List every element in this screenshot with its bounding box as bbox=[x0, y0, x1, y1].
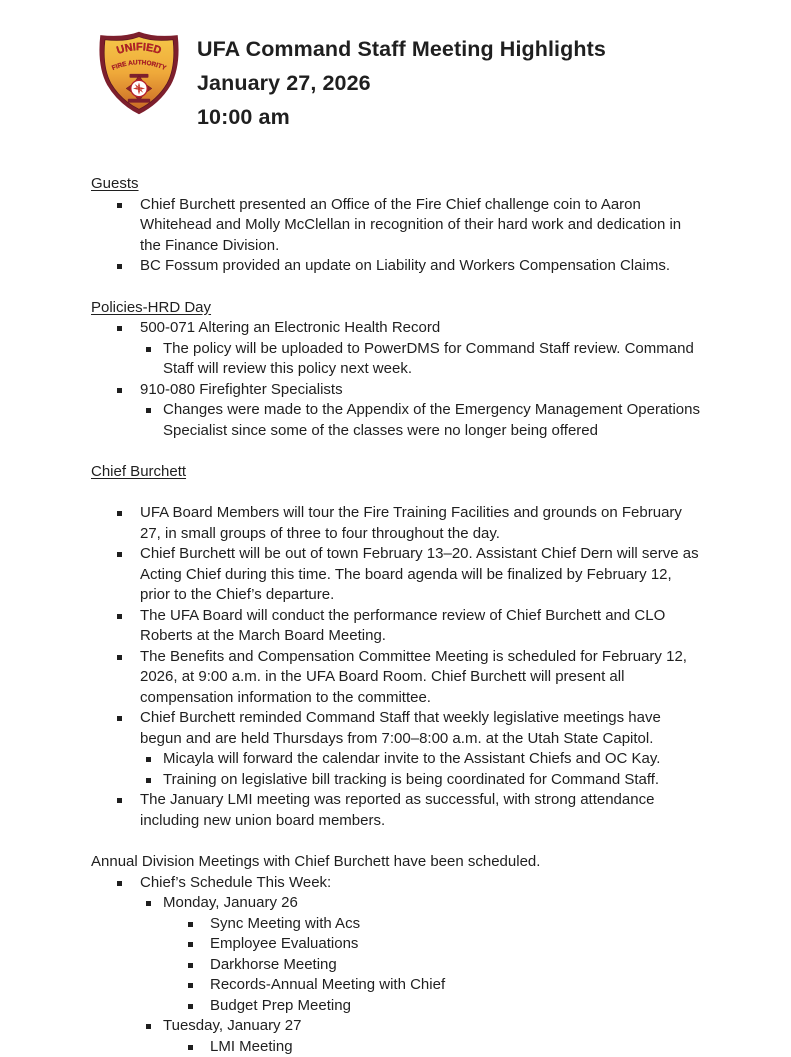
bullet-icon bbox=[117, 552, 122, 557]
section-chief-burchett bbox=[91, 462, 700, 831]
logo-lower-banner bbox=[128, 99, 150, 103]
bullet-icon bbox=[146, 778, 151, 783]
bullet-item bbox=[91, 934, 700, 955]
bullet-item bbox=[91, 955, 700, 976]
section-heading: Guests bbox=[91, 174, 700, 195]
section-annual-division-meetings bbox=[91, 852, 700, 1057]
document-header bbox=[91, 30, 700, 134]
section-paragraph: Annual Division Meetings with Chief Burchett have been scheduled. bbox=[91, 852, 700, 873]
bullet-item bbox=[91, 790, 700, 831]
bullet-item bbox=[91, 1037, 700, 1057]
bullet-text: The January LMI meeting was reported as successful, with strong attendance including new union board members. bbox=[140, 790, 700, 831]
bullet-icon bbox=[117, 511, 122, 516]
bullet-icon bbox=[117, 716, 122, 721]
bullet-item bbox=[91, 708, 700, 749]
bullet-text: The UFA Board will conduct the performance review of Chief Burchett and CLO Roberts at the March Board Meeting. bbox=[140, 606, 700, 647]
bullet-text: 500-071 Altering an Electronic Health Record bbox=[140, 318, 700, 339]
bullet-item bbox=[91, 380, 700, 401]
bullet-icon bbox=[188, 942, 193, 947]
bullet-item bbox=[91, 770, 700, 791]
bullet-text: Changes were made to the Appendix of the Emergency Management Operations Specialist since some of the classes were no longer being offered bbox=[163, 400, 700, 441]
bullet-item bbox=[91, 914, 700, 935]
bullet-text: Micayla will forward the calendar invite to the Assistant Chiefs and OC Kay. bbox=[163, 749, 700, 770]
bullet-item bbox=[91, 749, 700, 770]
bullet-icon bbox=[117, 798, 122, 803]
spacer bbox=[91, 483, 700, 504]
logo-text-fire-authority: FIRE AUTHORITY bbox=[111, 59, 168, 72]
document-date: January 27, 2026 bbox=[197, 66, 606, 100]
bullet-text: LMI Meeting bbox=[210, 1037, 700, 1057]
bullet-item bbox=[91, 256, 700, 277]
section-policies-hrd-day bbox=[91, 298, 700, 442]
bullet-icon bbox=[117, 388, 122, 393]
title-block bbox=[197, 30, 606, 134]
bullet-item bbox=[91, 606, 700, 647]
bullet-text: Employee Evaluations bbox=[210, 934, 700, 955]
bullet-item bbox=[91, 195, 700, 257]
bullet-item bbox=[91, 1016, 700, 1037]
bullet-item bbox=[91, 544, 700, 606]
bullet-icon bbox=[117, 881, 122, 886]
document-title: UFA Command Staff Meeting Highlights bbox=[197, 32, 606, 66]
bullet-text: Training on legislative bill tracking is being coordinated for Command Staff. bbox=[163, 770, 700, 791]
document-time: 10:00 am bbox=[197, 100, 606, 134]
bullet-text: Records-Annual Meeting with Chief bbox=[210, 975, 700, 996]
bullet-icon bbox=[188, 1045, 193, 1050]
bullet-text: Monday, January 26 bbox=[163, 893, 700, 914]
bullet-text: Darkhorse Meeting bbox=[210, 955, 700, 976]
bullet-item bbox=[91, 318, 700, 339]
bullet-icon bbox=[188, 922, 193, 927]
bullet-item bbox=[91, 873, 700, 894]
bullet-icon bbox=[146, 347, 151, 352]
bullet-icon bbox=[146, 1024, 151, 1029]
bullet-text: Sync Meeting with Acs bbox=[210, 914, 700, 935]
bullet-text: BC Fossum provided an update on Liability and Workers Compensation Claims. bbox=[140, 256, 700, 277]
ufa-logo bbox=[95, 30, 183, 116]
bullet-item bbox=[91, 339, 700, 380]
bullet-text: Chief Burchett presented an Office of the Fire Chief challenge coin to Aaron Whitehead and Molly McClellan in recognition of their hard work and dedication in the Finance Division. bbox=[140, 195, 700, 257]
bullet-text: 910-080 Firefighter Specialists bbox=[140, 380, 700, 401]
logo-text-unified: UNIFIED bbox=[115, 41, 163, 57]
bullet-text: Tuesday, January 27 bbox=[163, 1016, 700, 1037]
bullet-item bbox=[91, 503, 700, 544]
bullet-text: Budget Prep Meeting bbox=[210, 996, 700, 1017]
document-body bbox=[91, 174, 700, 1057]
bullet-text: The policy will be uploaded to PowerDMS for Command Staff review. Command Staff will review this policy next week. bbox=[163, 339, 700, 380]
bullet-icon bbox=[146, 757, 151, 762]
bullet-text: Chief’s Schedule This Week: bbox=[140, 873, 700, 894]
bullet-item bbox=[91, 996, 700, 1017]
bullet-icon bbox=[188, 963, 193, 968]
bullet-text: UFA Board Members will tour the Fire Training Facilities and grounds on February 27, in small groups of three to four throughout the day. bbox=[140, 503, 700, 544]
bullet-item bbox=[91, 893, 700, 914]
bullet-icon bbox=[146, 901, 151, 906]
bullet-icon bbox=[117, 614, 122, 619]
bullet-icon bbox=[117, 655, 122, 660]
bullet-icon bbox=[117, 326, 122, 331]
bullet-item bbox=[91, 647, 700, 709]
bullet-item bbox=[91, 400, 700, 441]
ufa-badge-icon bbox=[95, 30, 183, 116]
bullet-icon bbox=[146, 408, 151, 413]
bullet-item bbox=[91, 975, 700, 996]
bullet-icon bbox=[117, 264, 122, 269]
section-heading: Chief Burchett bbox=[91, 462, 700, 483]
section-guests bbox=[91, 174, 700, 277]
bullet-icon bbox=[188, 983, 193, 988]
bullet-text: Chief Burchett reminded Command Staff that weekly legislative meetings have begun and are held Thursdays from 7:00–8:00 a.m. at the Utah State Capitol. bbox=[140, 708, 700, 749]
bullet-icon bbox=[117, 203, 122, 208]
section-heading: Policies-HRD Day bbox=[91, 298, 700, 319]
bullet-icon bbox=[188, 1004, 193, 1009]
bullet-text: The Benefits and Compensation Committee Meeting is scheduled for February 12, 2026, at 9:00 a.m. in the UFA Board Room. Chief Burchett will present all compensation information to the committee. bbox=[140, 647, 700, 709]
bullet-text: Chief Burchett will be out of town February 13–20. Assistant Chief Dern will serve as Acting Chief during this time. The board agenda will be finalized by February 12, prior to the Chief’s departure. bbox=[140, 544, 700, 606]
